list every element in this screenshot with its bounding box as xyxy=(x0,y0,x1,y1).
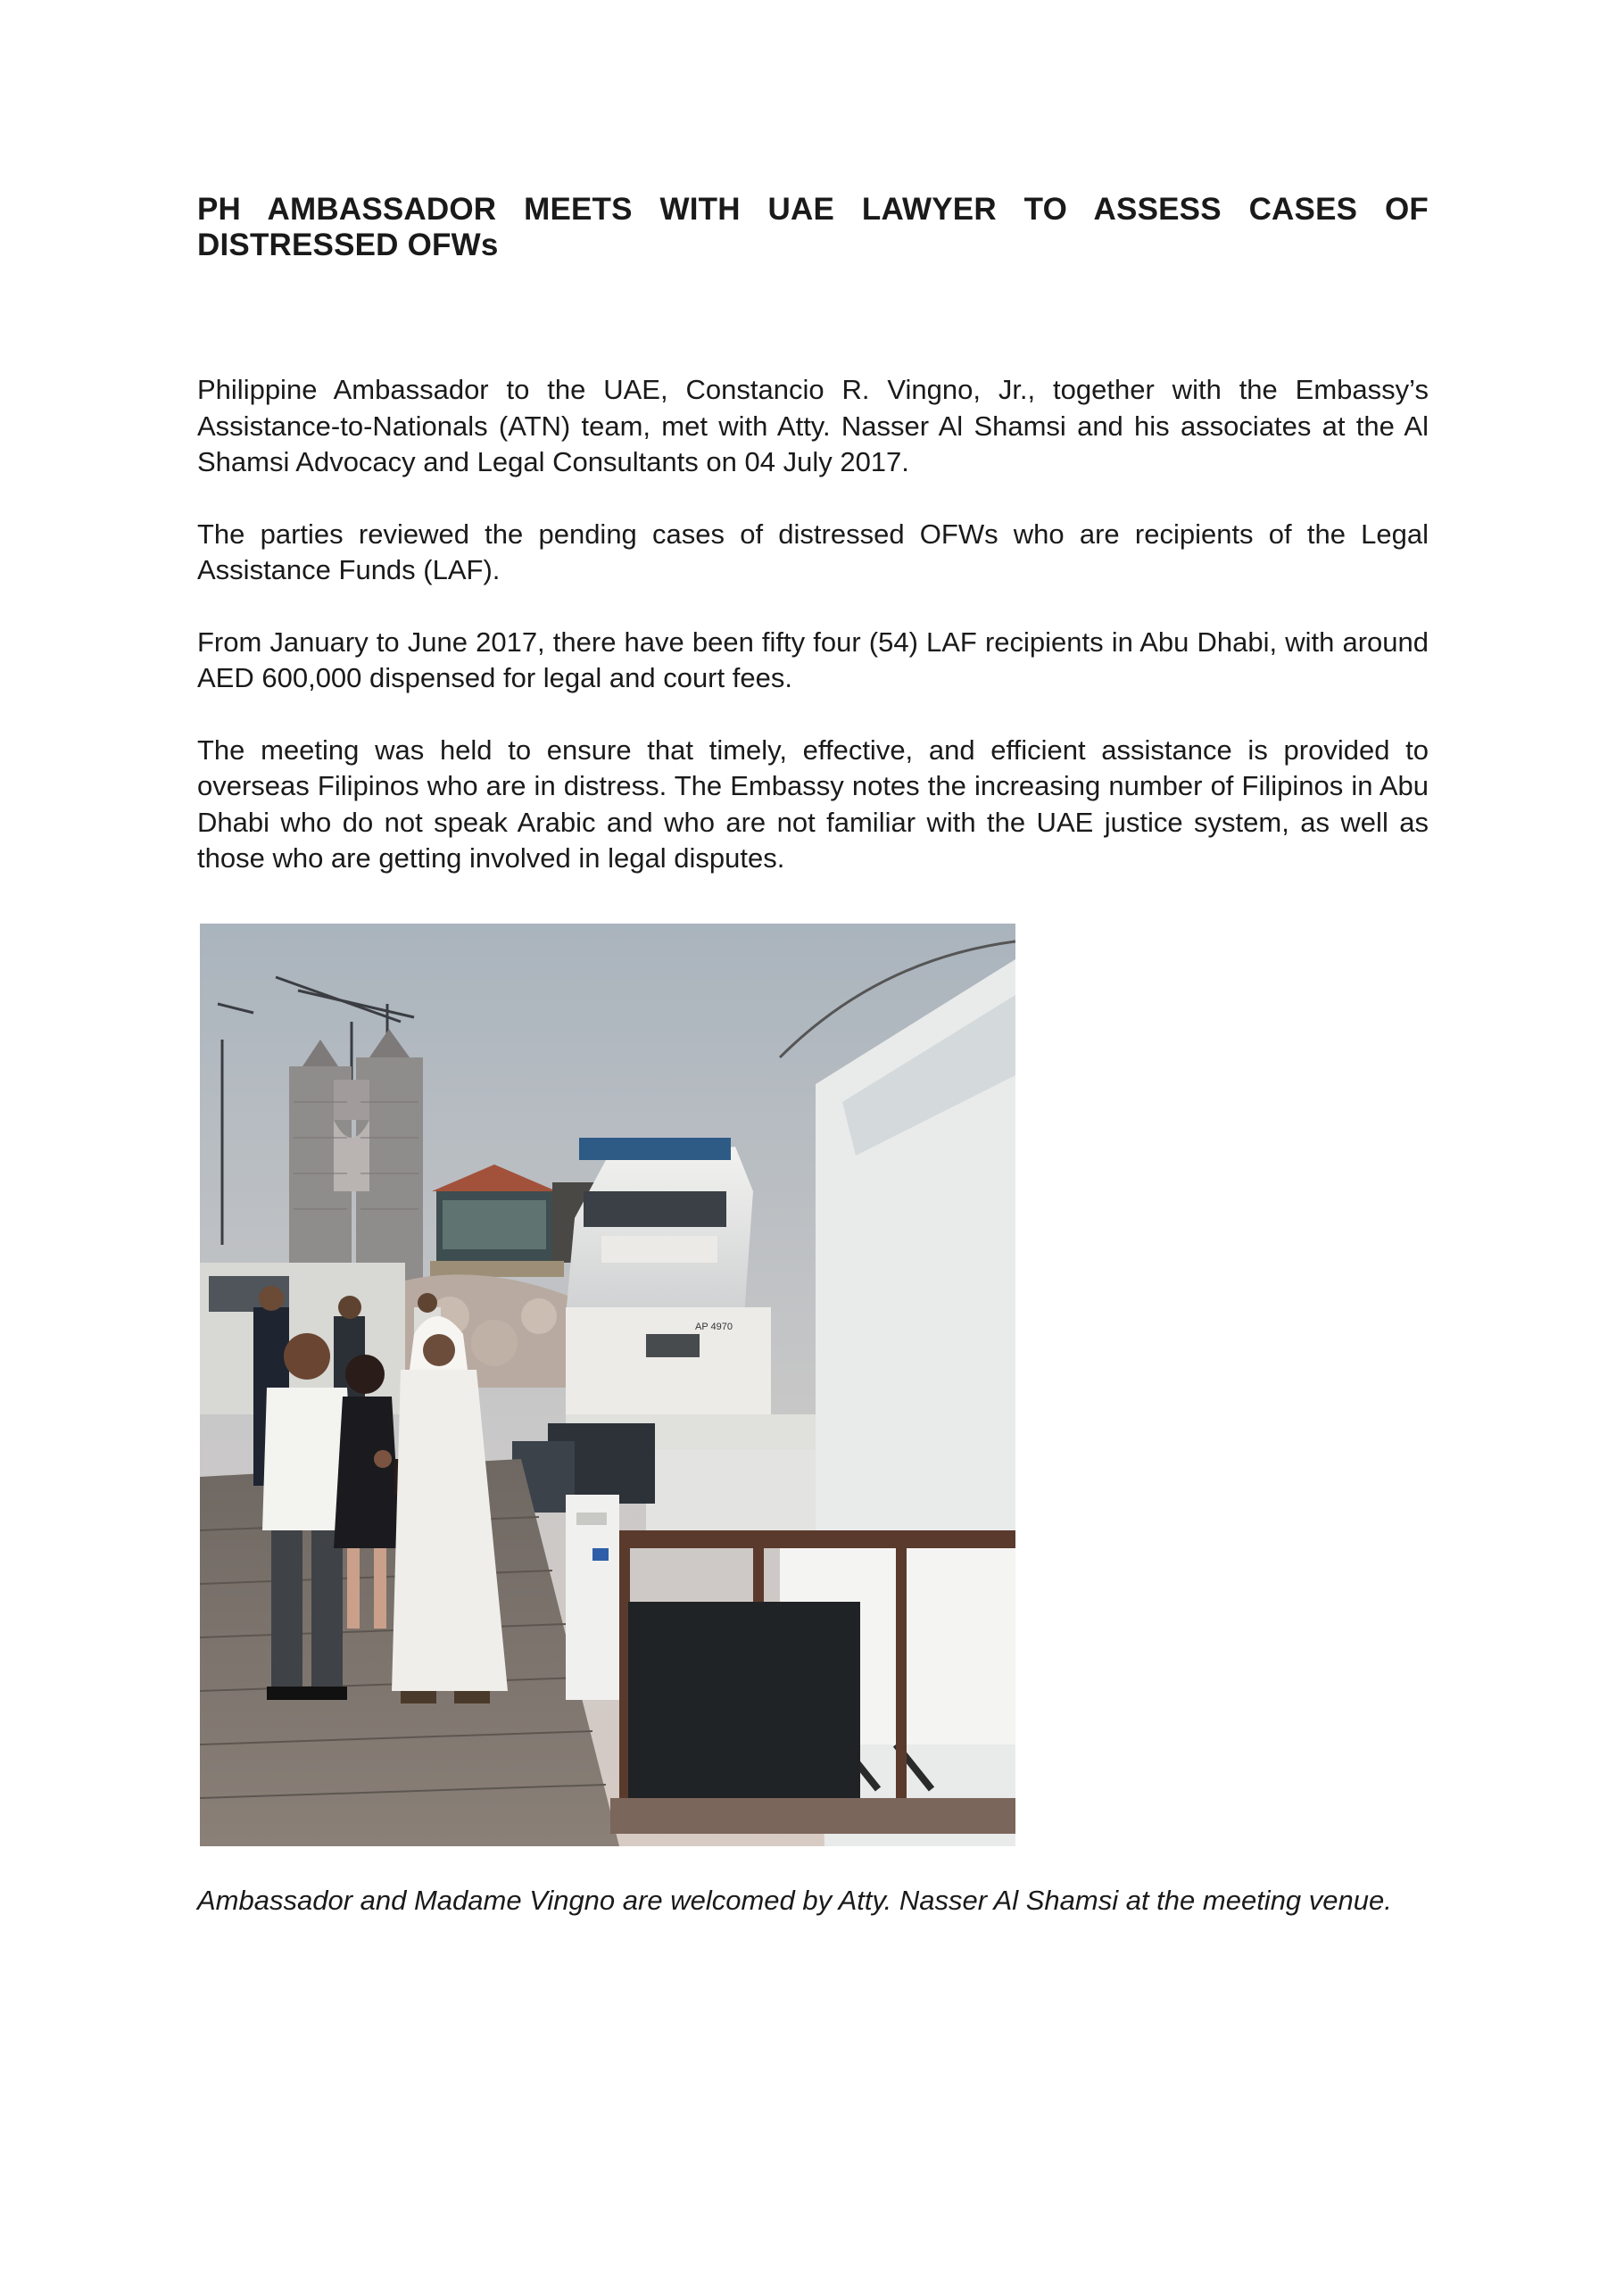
photo-caption: Ambassador and Madame Vingno are welcomed by Atty. Nasser Al Shamsi at the meeting venue. xyxy=(197,1885,1392,1916)
paragraph-4: The meeting was held to ensure that timely, effective, and efficient assistance is provided to overseas Filipinos who are in distress. The Embassy notes the increasing number of Filipinos in Abu Dhabi who do not speak Arabic and who are not familiar with the UAE justice system, as well as those who are getting involved in legal disputes. xyxy=(197,734,1429,874)
paragraph-2: The parties reviewed the pending cases of distressed OFWs who are recipients of the Legal Assistance Funds (LAF). xyxy=(197,518,1429,585)
tower-building xyxy=(289,1029,423,1298)
paragraph-1: Philippine Ambassador to the UAE, Constancio R. Vingno, Jr., together with the Embassy’s Assistance-to-Nationals (ATN) team, met with Atty. Nasser Al Shamsi and his associates at the Al Shamsi Advocacy and Legal Consultants on 04 July 2017. xyxy=(197,374,1429,477)
meeting-photo xyxy=(200,924,1015,1846)
paragraph-3: From January to June 2017, there have been fifty four (54) LAF recipients in Abu Dhabi, with around AED 600,000 dispensed for legal and court fees. xyxy=(197,626,1429,693)
boat-registration: AP 4970 xyxy=(695,1322,733,1332)
document-title: PH AMBASSADOR MEETS WITH UAE LAWYER TO ASSESS CASES OF DISTRESSED OFWs xyxy=(197,192,1429,262)
document-body xyxy=(197,192,1429,877)
